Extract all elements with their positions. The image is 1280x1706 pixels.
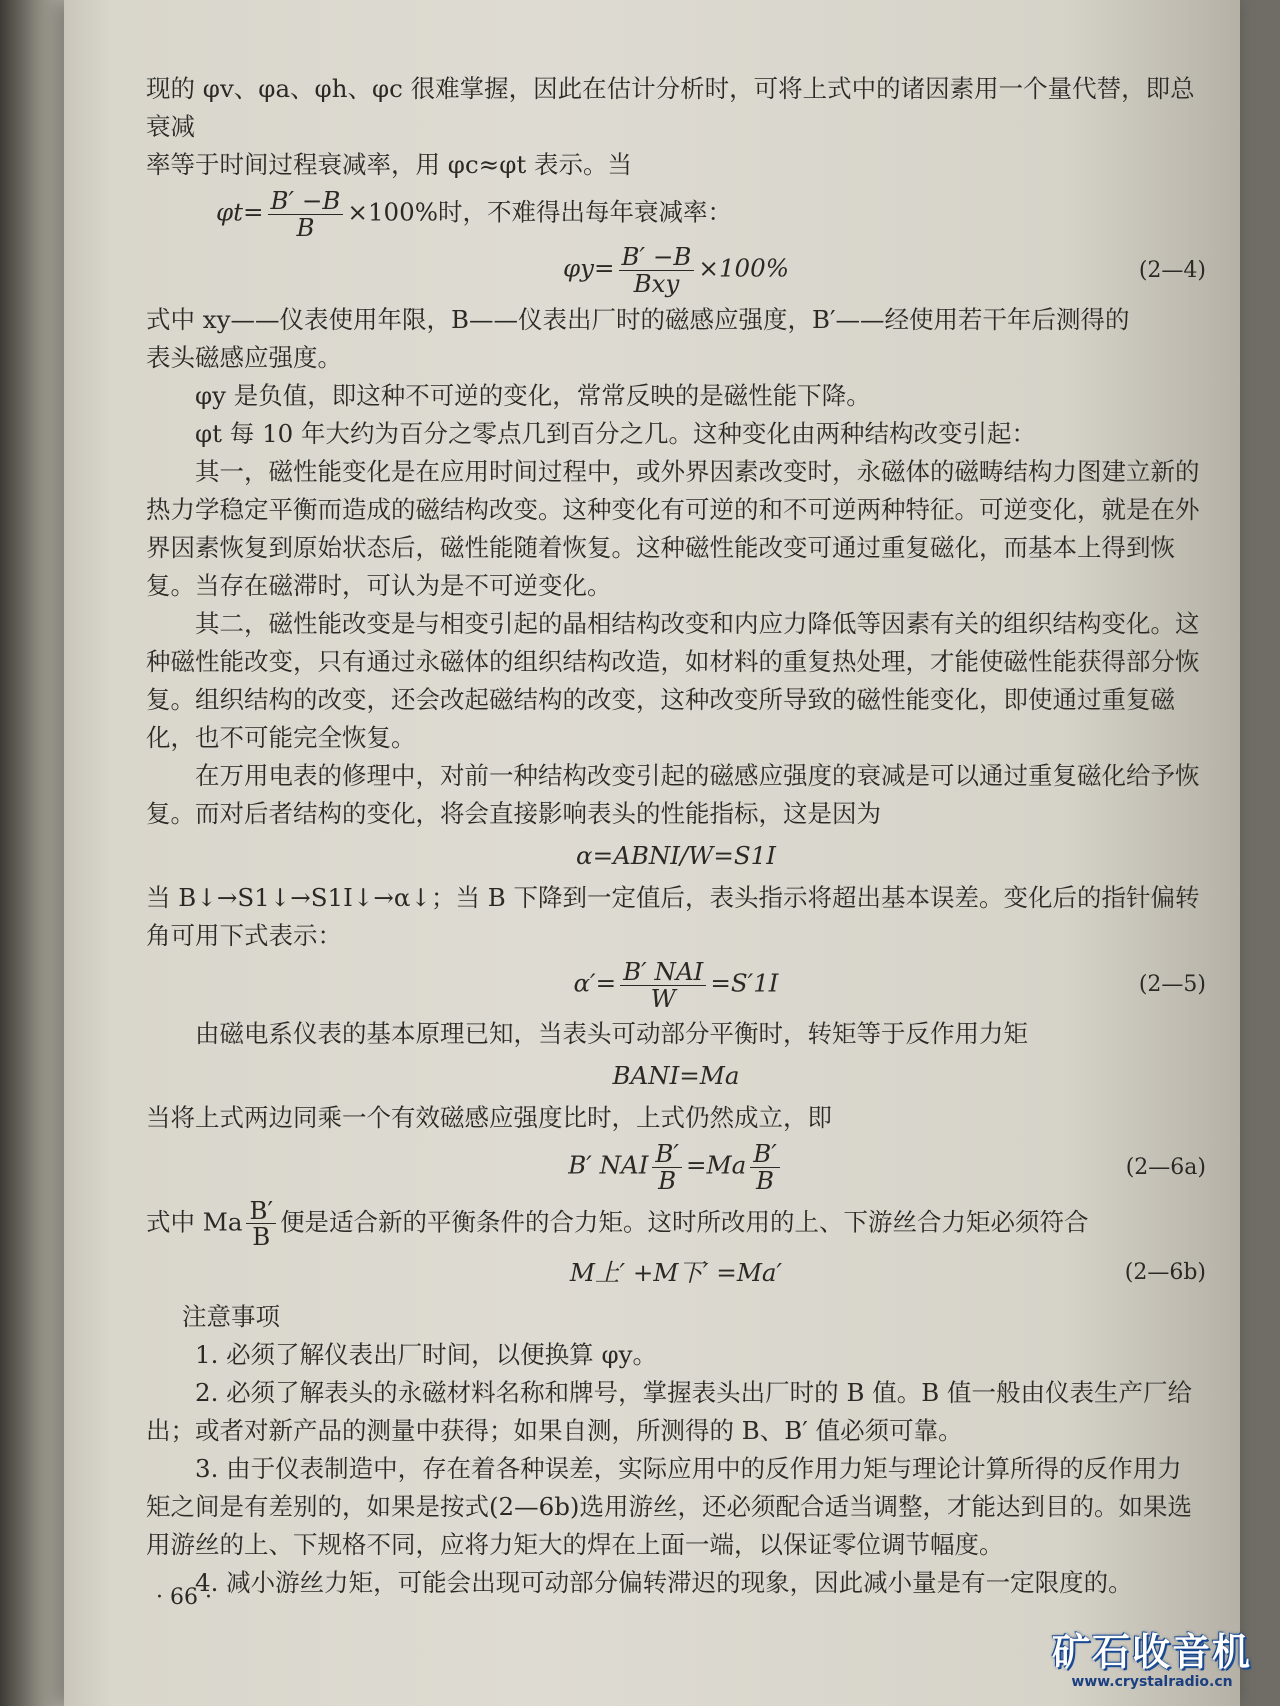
fraction: $\frac{B' -B}{B}$ <box>268 188 344 240</box>
text-line: 当将上式两边同乘一个有效磁感应强度比时，上式仍然成立，即 <box>146 1103 832 1133</box>
text-line: 由磁电系仪表的基本原理已知，当表头可动部分平衡时，转矩等于反作用力矩 <box>195 1019 1028 1049</box>
text-line: φy 是负值，即这种不可逆的变化，常常反映的是磁性能下降。 <box>195 380 871 410</box>
equation-number: (2—4) <box>1138 257 1206 283</box>
equation-number: (2—6b) <box>1124 1260 1206 1286</box>
watermark-logo <box>1052 1621 1252 1690</box>
fraction: $\frac{B' -B}{\text{Bxy}}$ <box>619 244 695 296</box>
text-line: 率等于时间过程衰减率，用 φc≈φt 表示。当 <box>146 150 632 179</box>
equation-2-4: φy= $\frac{B' -B}{\text{Bxy}}$ ×100% (2—4) <box>563 242 1206 299</box>
section-heading: 注意事项 <box>182 1302 280 1332</box>
text-line: φt 每 10 年大约为百分之零点几到百分之几。这种变化由两种结构改变引起： <box>195 418 1037 448</box>
paragraph: 在万用电表的修理中，对前一种结构改变引起的磁感应强度的衰减是可以通过重复磁化给予恢复。而对后者结构的变化，将会直接影响表头的性能指标，这是因为 <box>146 760 1200 828</box>
paragraph: 其二，磁性能改变是与相变引起的晶相结构改变和内应力降低等因素有关的组织结构变化。这种磁性能改变，只有通过永磁体的组织结构改造，如材料的重复热处理，才能使磁性能获得部分恢复。组织结构的改变，还会改起磁结构的改变，这种改变所导致的磁性能变化，即使通过重复磁化，也不可能完全恢复。 <box>146 608 1200 752</box>
equation-2-6b: M上′ +M下′ =Ma′ (2—6b) <box>146 1254 1206 1292</box>
fraction: $\frac{\text{B′ NAI}}{W}$ <box>620 959 706 1011</box>
text-line: 式中 xy——仪表使用年限，B——仪表出厂时的磁感应强度，B′——经使用若干年后测得的 <box>146 304 1130 334</box>
equation-phi-t: φt= $\frac{B' -B}{B}$ ×100%时，不难得出每年衰减率： <box>216 186 732 242</box>
fraction: $\frac{B'}{B}$ <box>246 1198 276 1250</box>
page-text <box>146 70 1206 1602</box>
equation-number: (2—5) <box>1138 972 1206 998</box>
equation-number: (2—6a) <box>1125 1154 1206 1180</box>
equation-balance: BANI=Ma <box>612 1061 740 1091</box>
watermark-title: 矿石收音机 <box>1051 1630 1252 1674</box>
note-item: 2. 必须了解表头的永磁材料名称和牌号，掌握表头出厂时的 B 值。B 值一般由仪表生产厂给出；或者对新产品的测量中获得；如果自测，所测得的 B、B′ 值必须可靠。 <box>146 1378 1193 1446</box>
watermark-url: www.crystalradio.cn <box>1071 1674 1233 1690</box>
note-item: 1. 必须了解仪表出厂时间，以便换算 φy。 <box>195 1340 657 1370</box>
equation-2-6a: B′ NAI $\frac{B'}{B}$ =Ma $\frac{B'}{B}$ (2—6a) <box>568 1139 1206 1196</box>
text-line: 现的 φv、φa、φh、φc 很难掌握，因此在估计分析时，可将上式中的诸因素用一个量代替，即总衰减 <box>146 74 1195 141</box>
note-item: 4. 减小游丝力矩，可能会出现可动部分偏转滞迟的现象，因此减小量是有一定限度的。 <box>195 1568 1133 1598</box>
page-number: · 66 · <box>156 1585 212 1610</box>
book-spine <box>0 0 64 1706</box>
text-line: 当 B↓→S1↓→S1I↓→α↓；当 B 下降到一定值后，表头指示将超出基本误差。变化后的指针偏转角可用下式表示： <box>146 882 1200 950</box>
equation-2-5: α′= $\frac{\text{B′ NAI}}{W}$ =S′1I (2—5) <box>573 956 1206 1013</box>
paragraph: 其一，磁性能变化是在应用时间过程中，或外界因素改变时，永磁体的磁畴结构力图建立新的热力学稳定平衡而造成的磁结构改变。这种变化有可逆的和不可逆两种特征。可逆变化，就是在外界因素恢复到原始状态后，磁性能随着恢复。这种磁性能改变可通过重复磁化，而基本上得到恢复。当存在磁滞时，可认为是不可逆变化。 <box>146 456 1200 600</box>
text-line: 式中 Ma $\frac{B'}{B}$ 便是适合新的平衡条件的合力矩。这时所改用的上、下游丝合力矩必须符合 <box>146 1195 1089 1252</box>
note-item: 3. 由于仪表制造中，存在着各种误差，实际应用中的反作用力矩与理论计算所得的反作用力矩之间是有差别的，如果是按式(2—6b)选用游丝，还必须配合适当调整，才能达到目的。如果选用游丝的上、下规格不同，应将力矩大的焊在上面一端，以保证零位调节幅度。 <box>146 1454 1192 1560</box>
equation-alpha: α=ABNI/W=S1I <box>576 840 776 870</box>
fraction: $\frac{B'}{B}$ <box>652 1141 682 1193</box>
fraction: $\frac{B'}{B}$ <box>750 1141 780 1193</box>
text-line: 表头磁感应强度。 <box>146 342 342 372</box>
book-page <box>64 0 1240 1706</box>
